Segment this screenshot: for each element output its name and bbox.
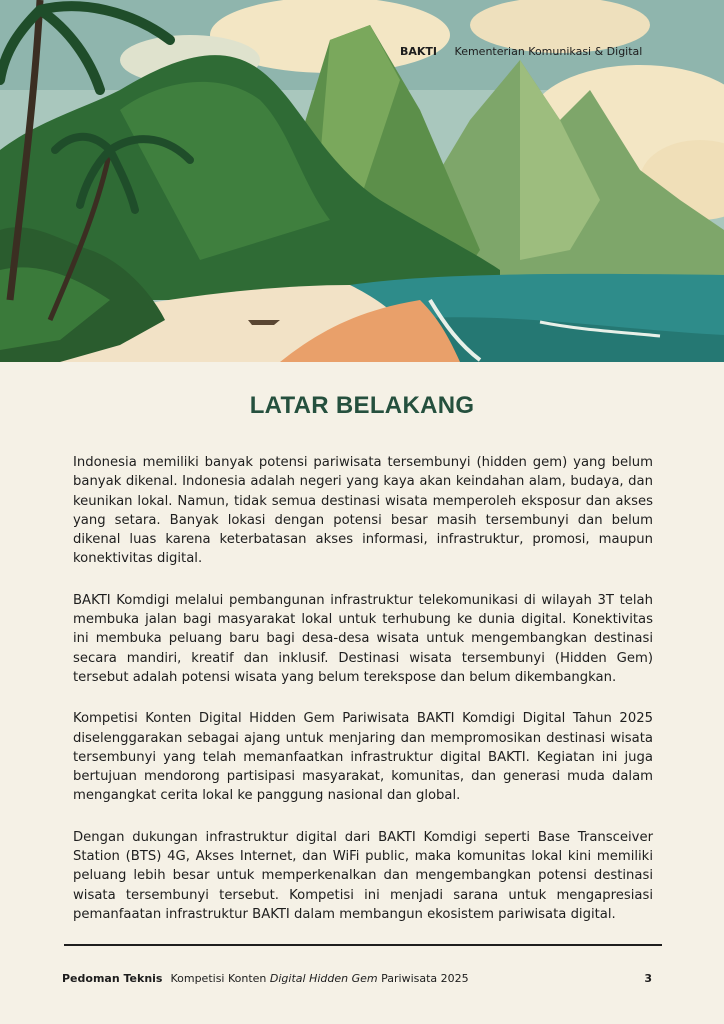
body-text bbox=[73, 453, 653, 946]
footer-text-italic: Digital Hidden Gem bbox=[269, 972, 378, 985]
page-footer bbox=[62, 972, 652, 985]
paragraph: Dengan dukungan infrastruktur digital dari BAKTI Komdigi seperti Base Transceiver Station (BTS) 4G, Akses Internet, dan WiFi public, maka komunitas lokal kini memiliki peluang lebih besar untuk memperkenalkan dan mengembangkan potensi destinasi wisata tersembunyi tersebut. Kompetisi ini menjadi sarana untuk mengapresiasi pemanfaatan infrastruktur BAKTI dalam membangun ekosistem pariwisata digital. bbox=[73, 829, 653, 922]
page-number: 3 bbox=[644, 972, 652, 985]
footer-label: Pedoman Teknis bbox=[62, 972, 163, 985]
paragraph: Indonesia memiliki banyak potensi pariwisata tersembunyi (hidden gem) yang belum banyak dikenal. Indonesia adalah negeri yang kaya akan keindahan alam, budaya, dan keunikan lokal. Namun, tidak semua destinasi wisata memperoleh eksposur dan akses yang setara. Banyak lokasi dengan potensi besar masih tersembunyi dan belum dikenal luas karena keterbatasan akses informasi, infrastruktur, promosi, maupun konektivitas digital. bbox=[73, 455, 653, 567]
header-organization bbox=[400, 45, 642, 58]
paragraph: BAKTI Komdigi melalui pembangunan infrastruktur telekomunikasi di wilayah 3T telah membuka jalan bagi masyarakat lokal untuk terhubung ke dunia digital. Konektivitas ini membuka peluang baru bagi desa-desa wisata untuk mengembangkan destinasi secara mandiri, kreatif dan inklusif. Destinasi wisata tersembunyi (Hidden Gem) tersebut adalah potensi wisata yang belum terekspose dan belum dikembangkan. bbox=[73, 592, 653, 685]
paragraph: Kompetisi Konten Digital Hidden Gem Pariwisata BAKTI Komdigi Digital Tahun 2025 diselenggarakan sebagai ajang untuk menjaring dan mempromosikan destinasi wisata tersembunyi yang telah memanfaatkan infrastruktur digital BAKTI. Kegiatan ini juga bertujuan mendorong partisipasi masyarakat, komunitas, dan generasi muda dalam mengangkat cerita lokal ke panggung nasional dan global. bbox=[73, 711, 653, 804]
footer-divider bbox=[64, 944, 662, 946]
footer-text: Kompetisi Konten bbox=[170, 972, 270, 985]
footer-text-end: Pariwisata 2025 bbox=[377, 972, 469, 985]
page-title: LATAR BELAKANG bbox=[249, 392, 475, 419]
ministry-name: Kementerian Komunikasi & Digital bbox=[454, 45, 643, 58]
brand-name: BAKTI bbox=[400, 45, 438, 58]
